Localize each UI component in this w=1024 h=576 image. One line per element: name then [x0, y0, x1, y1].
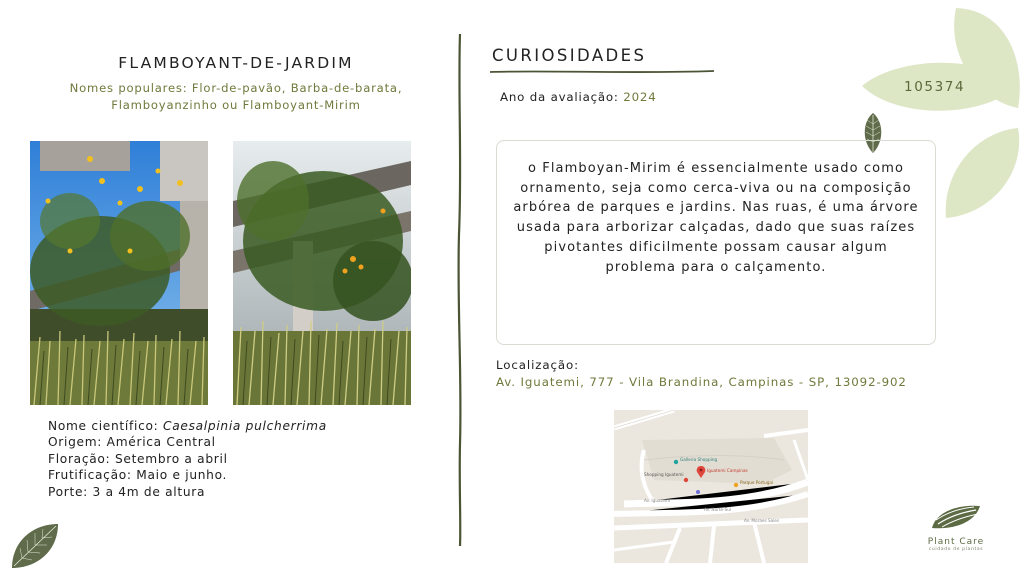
map-poi-3: Shopping Iguatemi	[644, 472, 684, 477]
popular-names	[40, 80, 432, 114]
map-road-1: Av. Iguatemi	[644, 498, 671, 503]
evaluation-label: Ano da avaliação:	[500, 90, 619, 104]
plant-photo-1	[30, 141, 208, 405]
popular-names-line-2: Flamboyanzinho ou Flamboyant-Mirim	[111, 98, 361, 112]
scientific-name-value: Caesalpinia pulcherrima	[163, 419, 327, 433]
location-map[interactable]	[614, 410, 808, 563]
plant-title: FLAMBOYANT-DE-JARDIM	[118, 54, 354, 72]
map-road-3: Av. Moraes Sales	[744, 518, 780, 523]
vertical-divider	[454, 34, 466, 546]
map-poi-2: Iguatemi Campinas	[707, 468, 748, 473]
fact-fruiting: Frutificação: Maio e junho.	[48, 468, 228, 483]
decorative-leaf-right	[936, 122, 1024, 222]
scientific-name-label: Nome científico:	[48, 419, 159, 433]
map-road-2: Av. Norte-Sul	[704, 507, 732, 512]
evaluation-value: 2024	[623, 90, 657, 104]
popular-names-line-1: Nomes populares: Flor-de-pavão, Barba-de-barata,	[69, 81, 403, 95]
section-title: CURIOSIDADES	[492, 46, 647, 65]
brand-leaf-icon	[928, 502, 984, 532]
brand-logo	[920, 502, 992, 552]
plant-photo-2	[233, 141, 411, 405]
location-address[interactable]: Av. Iguatemi, 777 - Vila Brandina, Campinas - SP, 13092-902	[496, 375, 907, 389]
map-poi-1: Galleria Shopping	[680, 457, 718, 462]
fact-origin: Origem: América Central	[48, 435, 216, 450]
map-poi-4: Parque Portugal	[740, 480, 774, 485]
curiosity-text: o Flamboyan-Mirim é essencialmente usado como ornamento, seja como cerca-viva ou na composição arbórea de parques e jardins. Nas ruas, é uma árvore usada para arborizar calçadas, dado que suas raízes pivotantes dificilmente possam causar algum problema para o calçamento.	[513, 161, 919, 275]
fact-flowering: Floração: Setembro a abril	[48, 451, 228, 466]
brand-name: Plant Care	[927, 537, 985, 547]
decorative-leaf-bottom-left	[8, 520, 60, 572]
brand-tagline: cuidado de plantas	[928, 547, 984, 552]
title-underline	[490, 68, 716, 76]
fact-scientific-name	[48, 418, 327, 434]
curiosity-box	[496, 140, 936, 345]
plant-id-badge: 105374	[904, 79, 966, 95]
location-label: Localização:	[496, 358, 579, 372]
plant-facts	[48, 418, 327, 500]
fact-size: Porte: 3 a 4m de altura	[48, 484, 206, 499]
evaluation-year	[500, 90, 657, 104]
